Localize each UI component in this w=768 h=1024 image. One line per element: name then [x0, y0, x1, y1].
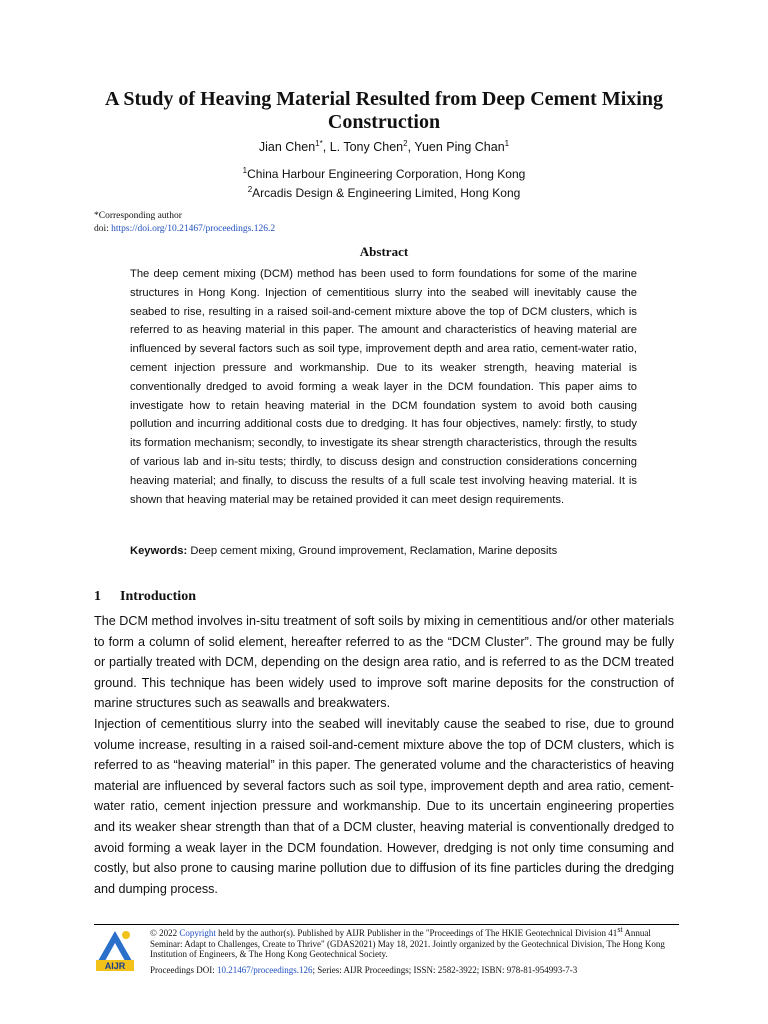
author-affiliation-mark: 2: [403, 138, 408, 148]
author-affiliation-mark: 1*: [315, 138, 323, 148]
correspondence-block: [94, 210, 275, 236]
abstract-text: The deep cement mixing (DCM) method has been used to form foundations for some of the marine structures in Hong Kong. Injection of cementitious slurry into the seabed will inevitably cause the seabed to rise, resulting in a raised soil-and-cement mixture above the top of DCM clusters, which is referred to as heaving material in this paper. The amount and characteristics of heaving material are influenced by several factors such as soil type, improvement depth and area ratio, cement-water ratio, cement injection pressure and workmanship. Due to its weaker strength, heaving material is conventionally dredged to avoid forming a weak layer in the DCM foundation. This paper aims to investigate how to retain heaving material in the DCM foundation system to avoid both causing pollution and incurring additional costs due to dredging. It has four objectives, namely: firstly, to study its formation mechanism; secondly, to investigate its shear strength characteristics, through the results of various lab and in-situ tests; thirdly, to discuss design and construction considerations concerning heaving material; and finally, to discuss the results of a full scale test involving heaving material. It is shown that heaving material may be retained provided it can meet design requirements.: [130, 268, 637, 506]
proceedings-doi-link[interactable]: 10.21467/proceedings.126: [217, 964, 313, 975]
doi-label: doi:: [94, 224, 112, 234]
corresponding-author-note: *Corresponding author: [94, 211, 182, 221]
proceedings-doi-prefix: Proceedings DOI:: [150, 964, 217, 975]
paragraph: Injection of cementitious slurry into the seabed will inevitably cause the seabed to rise, due to ground volume increase, resulting in a raised soil-and-cement mixture above the top of DCM clusters, which is referred to as “heaving material” in this paper. The generated volume and the characteristics of heaving material are influenced by several factors such as soil type, improvement depth and area ratio, cement-water ratio, cement injection pressure and workmanship. Due to its uncertain engineering properties and its weaker shear strength than that of a DCM cluster, heaving material is conventionally dredged to avoid forming a weak layer in the DCM foundation. However, dredging is not only time consuming and costly, but also prone to causing marine pollution due to diffusion of its fine particles during the dredging and dumping process.: [94, 716, 674, 896]
logo-text: AIJR: [104, 961, 126, 971]
section-number: 1: [94, 589, 101, 604]
copyright-link[interactable]: Copyright: [179, 928, 216, 938]
doi-link[interactable]: https://doi.org/10.21467/proceedings.126.2: [111, 224, 276, 234]
copyright-text-rest: Annual Seminar: Adapt to Challenges, Create to Thrive" (GDAS2021) May 18, 2021. Jointly organized by the Geotechnical Division, The Hong Kong Institution of Engineers, & The Hong Kong Geotechnical Society.: [150, 928, 665, 960]
abstract-heading: Abstract: [359, 244, 409, 259]
affiliation-text: China Harbour Engineering Corporation, Hong Kong: [247, 167, 526, 181]
affiliation-mark: 2: [247, 185, 253, 194]
keywords-label: Keywords:: [130, 545, 188, 557]
doi-line: [94, 223, 275, 236]
keywords-text: Deep cement mixing, Ground improvement, Reclamation, Marine deposits: [190, 545, 558, 557]
copyright-text: held by the author(s). Published by AIJR Publisher in the "Proceedings of The HKIE Geotechnical Division 41: [215, 928, 618, 938]
footer-divider: [94, 924, 679, 925]
author-name: Yuen Ping Chan: [414, 140, 505, 154]
section-heading: [94, 589, 196, 605]
author-name: L. Tony Chen: [329, 140, 404, 154]
copyright-prefix: © 2022: [150, 928, 180, 938]
author-name: Jian Chen: [258, 140, 316, 154]
affiliation-mark: 1: [242, 166, 248, 175]
affiliation: [0, 167, 768, 181]
author-affiliation-mark: 1: [504, 138, 510, 148]
footer-note: [150, 925, 680, 975]
section-title: Introduction: [120, 589, 196, 604]
paragraph: The DCM method involves in-situ treatment of soft soils by mixing in cementitious and/or other materials to form a column of solid element, hereafter referred to as the “DCM Cluster”. The ground may be fully or partially treated with DCM, depending on the design area ratio, and is referred to as the DCM treated ground. This technique has been widely used to improve soft marine deposits for the construction of marine structures such as seawalls and breakwaters.: [94, 614, 674, 711]
ordinal-suffix: st: [617, 925, 623, 934]
author-list: Jian Chen$^{1*}$, L. Tony Chen$^2$, Yuen Ping Chan$^1$: [258, 138, 510, 154]
affiliation: [0, 186, 768, 200]
proceedings-doi-line: [150, 965, 680, 976]
copyright-line: [150, 925, 680, 960]
section-body: [94, 611, 674, 899]
aijr-logo-icon: [92, 926, 138, 972]
keywords-line: [130, 545, 650, 557]
affiliation-text: Arcadis Design & Engineering Limited, Hong Kong: [252, 186, 521, 200]
paper-title: A Study of Heaving Material Resulted from Deep Cement Mixing Construction: [105, 88, 663, 133]
proceedings-doi-suffix: ; Series: AIJR Proceedings; ISSN: 2582-3922; ISBN: 978-81-954993-7-3: [312, 964, 578, 975]
